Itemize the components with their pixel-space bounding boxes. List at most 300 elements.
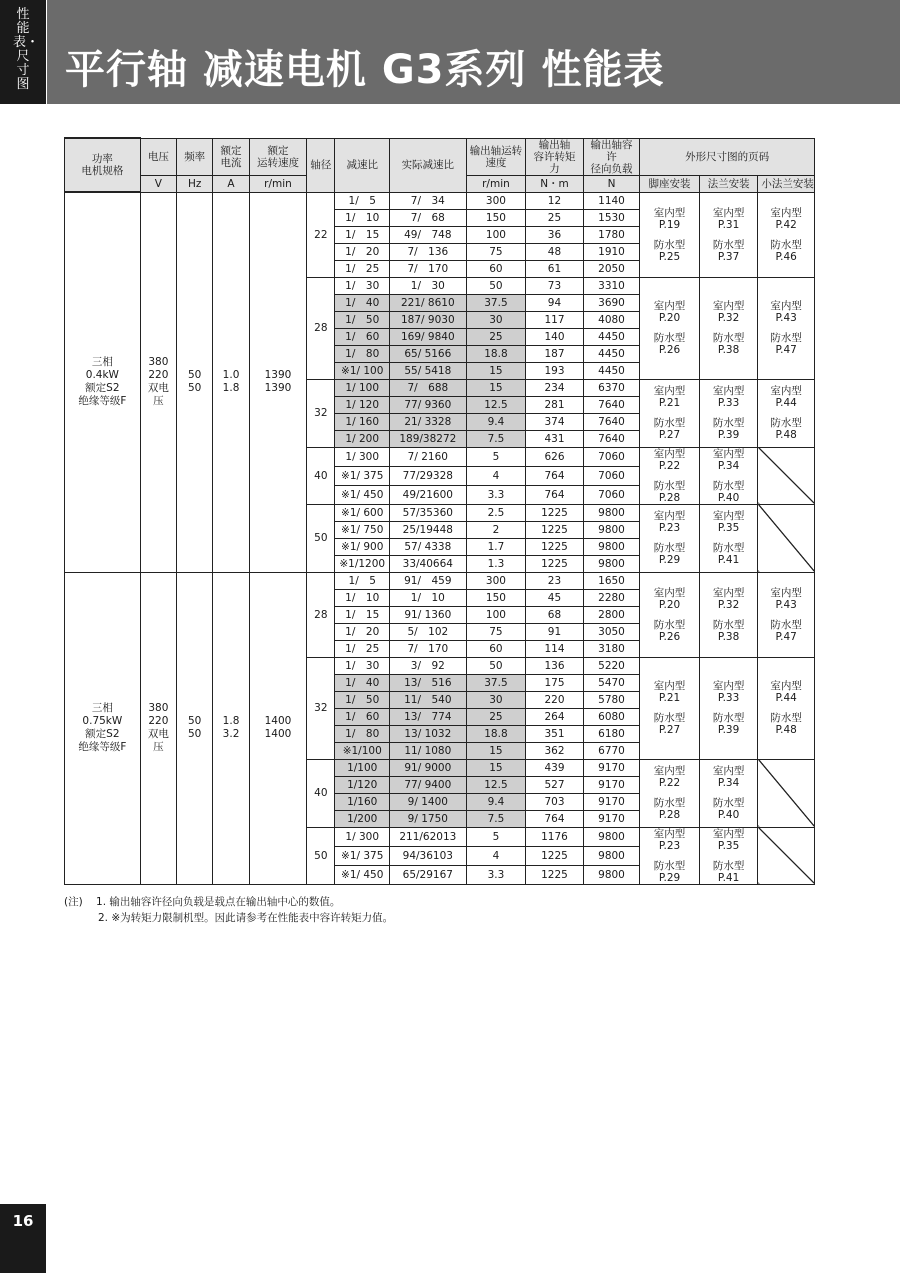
radial-load-cell: 1140 [583, 192, 640, 209]
actual-ratio-cell: 7/ 68 [389, 209, 466, 226]
unit-torque: N・m [526, 175, 584, 192]
output-speed-cell: 2 [466, 521, 526, 538]
page-ref-flange [699, 759, 758, 827]
ratio-cell: 1/ 300 [335, 447, 390, 466]
title-bar [47, 0, 900, 104]
frequency-cell: 50 50 [177, 192, 213, 572]
page-ref-type: 室内型 [653, 510, 686, 522]
ratio-cell: 1/ 300 [335, 827, 390, 846]
output-speed-cell: 5 [466, 447, 526, 466]
output-speed-cell: 5 [466, 827, 526, 846]
page-ref-type: 室内型 [712, 206, 745, 219]
page-ref-number: P.40 [717, 809, 740, 821]
page-ref-type: 防水型 [712, 238, 745, 251]
page-ref-number: P.23 [658, 522, 681, 534]
radial-load-cell: 9800 [583, 846, 640, 865]
radial-load-cell: 4450 [583, 345, 640, 362]
ratio-cell: ※1/ 375 [335, 846, 390, 865]
ratio-cell: 1/ 50 [335, 311, 390, 328]
ratio-cell: 1/ 5 [335, 192, 390, 209]
output-speed-cell: 15 [466, 759, 526, 776]
page-ref-number: P.47 [775, 344, 797, 356]
output-speed-cell: 18.8 [466, 345, 526, 362]
ratio-cell: 1/ 80 [335, 725, 390, 742]
actual-ratio-cell: 13/ 516 [389, 674, 466, 691]
radial-load-cell: 7060 [583, 466, 640, 485]
output-speed-cell: 25 [466, 708, 526, 725]
page-ref-number: P.25 [658, 250, 681, 263]
page-ref-number: P.46 [775, 250, 797, 263]
actual-ratio-cell: 91/ 9000 [389, 759, 466, 776]
output-speed-cell: 9.4 [466, 413, 526, 430]
side-tab [0, 0, 46, 104]
header-ratio: 减速比 [335, 138, 390, 192]
torque-cell: 187 [526, 345, 584, 362]
page-ref-number: P.21 [658, 397, 681, 409]
radial-load-cell: 2050 [583, 260, 640, 277]
output-speed-cell: 300 [466, 192, 526, 209]
note-2-text: 2. ※为转矩力限制机型。因此请参考在性能表中容许转矩力值。 [98, 912, 394, 924]
actual-ratio-cell: 169/ 9840 [389, 328, 466, 345]
page-ref-number: P.19 [658, 218, 681, 231]
page-ref-type: 防水型 [653, 542, 686, 554]
page-ref-type: 防水型 [712, 859, 745, 872]
torque-cell: 136 [526, 657, 584, 674]
torque-cell: 220 [526, 691, 584, 708]
page-ref-number: P.27 [658, 724, 681, 736]
torque-cell: 374 [526, 413, 584, 430]
page-ref-number: P.31 [717, 218, 740, 231]
actual-ratio-cell: 65/ 5166 [389, 345, 466, 362]
torque-cell: 1225 [526, 846, 584, 865]
spacer [703, 231, 755, 239]
ratio-cell: ※1/ 450 [335, 865, 390, 884]
page-ref-type: 防水型 [653, 238, 686, 251]
page-ref-type: 室内型 [653, 765, 686, 777]
torque-cell: 114 [526, 640, 584, 657]
output-speed-cell: 37.5 [466, 674, 526, 691]
torque-cell: 23 [526, 572, 584, 589]
page-ref-number: P.23 [658, 839, 681, 852]
torque-cell: 91 [526, 623, 584, 640]
unit-current: A [213, 175, 249, 192]
page-ref-number: P.38 [717, 344, 740, 356]
output-speed-cell: 30 [466, 691, 526, 708]
ratio-cell: 1/ 30 [335, 277, 390, 294]
page-ref-foot [640, 192, 700, 277]
radial-load-cell: 4080 [583, 311, 640, 328]
note-1 [64, 894, 393, 910]
radial-load-cell: 6370 [583, 379, 640, 396]
torque-cell: 117 [526, 311, 584, 328]
output-speed-cell: 7.5 [466, 810, 526, 827]
page-ref-foot [640, 277, 700, 379]
spacer [703, 409, 755, 417]
radial-load-cell: 2800 [583, 606, 640, 623]
ratio-cell: 1/ 20 [335, 623, 390, 640]
page-ref-type: 室内型 [712, 385, 745, 397]
spacer [703, 789, 755, 797]
page-ref-type: 防水型 [770, 417, 802, 429]
actual-ratio-cell: 7/ 136 [389, 243, 466, 260]
radial-load-cell: 7640 [583, 413, 640, 430]
page-ref-number: P.27 [658, 429, 681, 441]
page-ref-number: P.29 [658, 871, 681, 884]
table-row [65, 572, 815, 589]
header-mount-foot: 脚座安装 [640, 175, 700, 192]
unit-voltage: V [140, 175, 176, 192]
voltage-cell: 380 220 双电压 [140, 572, 176, 884]
actual-ratio-cell: 33/40664 [389, 555, 466, 572]
spacer [703, 534, 755, 542]
page-ref-type: 室内型 [712, 586, 745, 599]
page-ref-foot [640, 504, 700, 572]
torque-cell: 1176 [526, 827, 584, 846]
torque-cell: 1225 [526, 865, 584, 884]
torque-cell: 12 [526, 192, 584, 209]
page-ref-number: P.22 [658, 459, 681, 472]
page-ref-type: 室内型 [653, 827, 686, 840]
actual-ratio-cell: 211/62013 [389, 827, 466, 846]
shaft-cell: 32 [307, 657, 335, 759]
ratio-cell: 1/ 60 [335, 328, 390, 345]
torque-cell: 193 [526, 362, 584, 379]
page-ref-type: 室内型 [770, 586, 802, 599]
page-ref-flange [699, 447, 758, 504]
note-label: (注) [64, 896, 83, 908]
header-frequency: 频率 [177, 138, 213, 175]
page-ref-type: 防水型 [770, 618, 802, 631]
page-ref-type: 室内型 [770, 300, 802, 312]
actual-ratio-cell: 77/ 9360 [389, 396, 466, 413]
actual-ratio-cell: 7/ 170 [389, 640, 466, 657]
output-speed-cell: 25 [466, 328, 526, 345]
actual-ratio-cell: 13/ 1032 [389, 725, 466, 742]
spacer [703, 611, 755, 619]
ratio-cell: 1/ 80 [335, 345, 390, 362]
output-speed-cell: 2.5 [466, 504, 526, 521]
radial-load-cell: 9170 [583, 810, 640, 827]
torque-cell: 61 [526, 260, 584, 277]
actual-ratio-cell: 221/ 8610 [389, 294, 466, 311]
header-speed: 额定 运转速度 [249, 138, 307, 175]
torque-cell: 764 [526, 485, 584, 504]
spacer [761, 231, 811, 239]
torque-cell: 1225 [526, 521, 584, 538]
spacer [703, 324, 755, 332]
ratio-cell: ※1/ 900 [335, 538, 390, 555]
page-ref-number: P.40 [717, 491, 740, 504]
page-ref-flange [699, 827, 758, 884]
page-ref-type: 室内型 [712, 827, 745, 840]
header-pages: 外形尺寸图的页码 [640, 138, 815, 175]
header-mount-small-flange: 小法兰安装 [758, 175, 815, 192]
output-speed-cell: 30 [466, 311, 526, 328]
torque-cell: 1225 [526, 555, 584, 572]
current-cell: 1.0 1.8 [213, 192, 249, 572]
spacer [643, 704, 696, 712]
voltage-cell: 380 220 双电压 [140, 192, 176, 572]
actual-ratio-cell: 55/ 5418 [389, 362, 466, 379]
page-ref-foot [640, 379, 700, 447]
page-ref-type: 室内型 [712, 300, 745, 312]
header-torque: 输出轴 容许转矩力 [526, 138, 584, 175]
page-ref-type: 室内型 [712, 765, 745, 777]
not-available-cell [758, 759, 815, 827]
shaft-cell: 50 [307, 827, 335, 884]
page-ref-type: 防水型 [653, 332, 686, 344]
ratio-cell: ※1/ 750 [335, 521, 390, 538]
torque-cell: 527 [526, 776, 584, 793]
shaft-cell: 28 [307, 277, 335, 379]
page-ref-foot [640, 447, 700, 504]
speed-cell: 1390 1390 [249, 192, 307, 572]
header-power: 功率 电机规格 [65, 138, 141, 192]
actual-ratio-cell: 94/36103 [389, 846, 466, 865]
page-ref-number: P.47 [775, 630, 797, 643]
unit-radial-load: N [583, 175, 640, 192]
ratio-cell: 1/ 10 [335, 209, 390, 226]
torque-cell: 1225 [526, 504, 584, 521]
ratio-cell: 1/ 10 [335, 589, 390, 606]
output-speed-cell: 15 [466, 379, 526, 396]
radial-load-cell: 4450 [583, 328, 640, 345]
spacer [761, 409, 811, 417]
page-ref-flange [699, 277, 758, 379]
page-ref-number: P.39 [717, 429, 740, 441]
side-tab-label: 性能表・尺寸图 [13, 7, 40, 92]
page-ref-type: 防水型 [712, 712, 745, 724]
page-ref-type: 室内型 [653, 385, 686, 397]
ratio-cell: 1/ 40 [335, 674, 390, 691]
ratio-cell: 1/ 30 [335, 657, 390, 674]
header-actual-ratio: 实际减速比 [389, 138, 466, 192]
torque-cell: 351 [526, 725, 584, 742]
page-title: 平行轴 减速电机 G3系列 性能表 [65, 47, 665, 93]
page-ref-number: P.22 [658, 777, 681, 789]
actual-ratio-cell: 187/ 9030 [389, 311, 466, 328]
actual-ratio-cell: 49/21600 [389, 485, 466, 504]
header-shaft: 轴径 [307, 138, 335, 192]
unit-speed: r/min [249, 175, 307, 192]
page-ref-number: P.35 [717, 839, 740, 852]
spacer [643, 852, 696, 860]
spacer [643, 231, 696, 239]
shaft-cell: 40 [307, 447, 335, 504]
page-ref-type: 防水型 [770, 712, 802, 724]
radial-load-cell: 3180 [583, 640, 640, 657]
page-ref-type: 室内型 [653, 586, 686, 599]
actual-ratio-cell: 9/ 1750 [389, 810, 466, 827]
output-speed-cell: 50 [466, 277, 526, 294]
ratio-cell: 1/ 15 [335, 226, 390, 243]
page-ref-type: 室内型 [770, 680, 802, 692]
output-speed-cell: 150 [466, 209, 526, 226]
radial-load-cell: 9170 [583, 793, 640, 810]
page-ref-type: 防水型 [712, 542, 745, 554]
radial-load-cell: 7060 [583, 447, 640, 466]
output-speed-cell: 4 [466, 466, 526, 485]
actual-ratio-cell: 7/ 34 [389, 192, 466, 209]
page-ref-number: P.35 [717, 522, 740, 534]
shaft-cell: 32 [307, 379, 335, 447]
page-ref-type: 防水型 [712, 618, 745, 631]
page-ref-type: 室内型 [770, 206, 802, 219]
page-ref-number: P.42 [775, 218, 797, 231]
torque-cell: 264 [526, 708, 584, 725]
ratio-cell: ※1/100 [335, 742, 390, 759]
page-ref-flange [699, 379, 758, 447]
radial-load-cell: 6770 [583, 742, 640, 759]
page-ref-type: 防水型 [653, 618, 686, 631]
output-speed-cell: 1.7 [466, 538, 526, 555]
ratio-cell: 1/ 120 [335, 396, 390, 413]
spec-cell: 三相 0.4kW 额定S2 绝缘等级F [65, 192, 141, 572]
page-ref-number: P.26 [658, 630, 681, 643]
radial-load-cell: 5220 [583, 657, 640, 674]
spacer [643, 789, 696, 797]
output-speed-cell: 150 [466, 589, 526, 606]
shaft-cell: 28 [307, 572, 335, 657]
page-ref-number: P.43 [775, 312, 797, 324]
actual-ratio-cell: 25/19448 [389, 521, 466, 538]
torque-cell: 140 [526, 328, 584, 345]
actual-ratio-cell: 57/ 4338 [389, 538, 466, 555]
torque-cell: 626 [526, 447, 584, 466]
page-ref-small-flange [758, 657, 815, 759]
page-ref-flange [699, 657, 758, 759]
notes [64, 894, 393, 926]
actual-ratio-cell: 49/ 748 [389, 226, 466, 243]
output-speed-cell: 60 [466, 260, 526, 277]
page-ref-foot [640, 657, 700, 759]
output-speed-cell: 50 [466, 657, 526, 674]
actual-ratio-cell: 91/ 1360 [389, 606, 466, 623]
ratio-cell: 1/ 200 [335, 430, 390, 447]
actual-ratio-cell: 7/ 688 [389, 379, 466, 396]
header-radial-load: 输出轴容许 径向负载 [583, 138, 640, 175]
page-ref-number: P.33 [717, 692, 740, 704]
page-ref-number: P.32 [717, 598, 740, 611]
note-1-text: 1. 输出轴容许径向负载是载点在输出轴中心的数值。 [96, 896, 341, 908]
torque-cell: 45 [526, 589, 584, 606]
spacer [703, 852, 755, 860]
spacer [703, 704, 755, 712]
page-ref-number: P.34 [717, 777, 740, 789]
radial-load-cell: 2280 [583, 589, 640, 606]
page-ref-number: P.21 [658, 692, 681, 704]
page-ref-number: P.28 [658, 809, 681, 821]
actual-ratio-cell: 7/ 2160 [389, 447, 466, 466]
page-ref-type: 防水型 [712, 417, 745, 429]
unit-frequency: Hz [177, 175, 213, 192]
unit-output-speed: r/min [466, 175, 526, 192]
header-mount-flange: 法兰安装 [699, 175, 758, 192]
output-speed-cell: 75 [466, 243, 526, 260]
radial-load-cell: 9800 [583, 538, 640, 555]
page-ref-number: P.44 [775, 397, 797, 409]
torque-cell: 764 [526, 810, 584, 827]
output-speed-cell: 12.5 [466, 776, 526, 793]
speed-cell: 1400 1400 [249, 572, 307, 884]
ratio-cell: 1/ 160 [335, 413, 390, 430]
page-ref-type: 防水型 [653, 797, 686, 809]
ratio-cell: 1/ 60 [335, 708, 390, 725]
radial-load-cell: 9170 [583, 759, 640, 776]
page-ref-number: P.44 [775, 692, 797, 704]
torque-cell: 234 [526, 379, 584, 396]
torque-cell: 94 [526, 294, 584, 311]
frequency-cell: 50 50 [177, 572, 213, 884]
page-ref-number: P.43 [775, 598, 797, 611]
radial-load-cell: 3310 [583, 277, 640, 294]
page-ref-type: 防水型 [653, 712, 686, 724]
page-ref-number: P.33 [717, 397, 740, 409]
radial-load-cell: 7640 [583, 430, 640, 447]
radial-load-cell: 6180 [583, 725, 640, 742]
torque-cell: 703 [526, 793, 584, 810]
ratio-cell: 1/ 40 [335, 294, 390, 311]
radial-load-cell: 1910 [583, 243, 640, 260]
page-number-box [0, 1204, 46, 1273]
page-ref-type: 防水型 [653, 417, 686, 429]
radial-load-cell: 9800 [583, 555, 640, 572]
radial-load-cell: 1780 [583, 226, 640, 243]
table-row [65, 192, 815, 209]
radial-load-cell: 3050 [583, 623, 640, 640]
page-ref-number: P.41 [717, 871, 740, 884]
page-ref-small-flange [758, 379, 815, 447]
page-ref-number: P.48 [775, 724, 797, 736]
page-ref-flange [699, 572, 758, 657]
page-ref-type: 室内型 [712, 447, 745, 460]
radial-load-cell: 9800 [583, 521, 640, 538]
page-ref-number: P.20 [658, 598, 681, 611]
page-ref-number: P.38 [717, 630, 740, 643]
performance-table [64, 137, 815, 885]
shaft-cell: 50 [307, 504, 335, 572]
page-ref-foot [640, 759, 700, 827]
output-speed-cell: 1.3 [466, 555, 526, 572]
page-ref-type: 防水型 [770, 332, 802, 344]
page-ref-number: P.39 [717, 724, 740, 736]
page-ref-number: P.48 [775, 429, 797, 441]
output-speed-cell: 15 [466, 742, 526, 759]
page-ref-number: P.20 [658, 312, 681, 324]
spacer [761, 324, 811, 332]
page-ref-foot [640, 572, 700, 657]
page-ref-type: 防水型 [712, 797, 745, 809]
page-ref-type: 室内型 [770, 385, 802, 397]
spacer [643, 324, 696, 332]
spacer [761, 704, 811, 712]
torque-cell: 48 [526, 243, 584, 260]
torque-cell: 175 [526, 674, 584, 691]
page-ref-small-flange [758, 572, 815, 657]
torque-cell: 73 [526, 277, 584, 294]
actual-ratio-cell: 9/ 1400 [389, 793, 466, 810]
spacer [643, 409, 696, 417]
torque-cell: 764 [526, 466, 584, 485]
ratio-cell: 1/100 [335, 759, 390, 776]
actual-ratio-cell: 13/ 774 [389, 708, 466, 725]
actual-ratio-cell: 3/ 92 [389, 657, 466, 674]
ratio-cell: 1/160 [335, 793, 390, 810]
actual-ratio-cell: 5/ 102 [389, 623, 466, 640]
page-ref-type: 室内型 [653, 680, 686, 692]
ratio-cell: 1/ 20 [335, 243, 390, 260]
shaft-cell: 40 [307, 759, 335, 827]
